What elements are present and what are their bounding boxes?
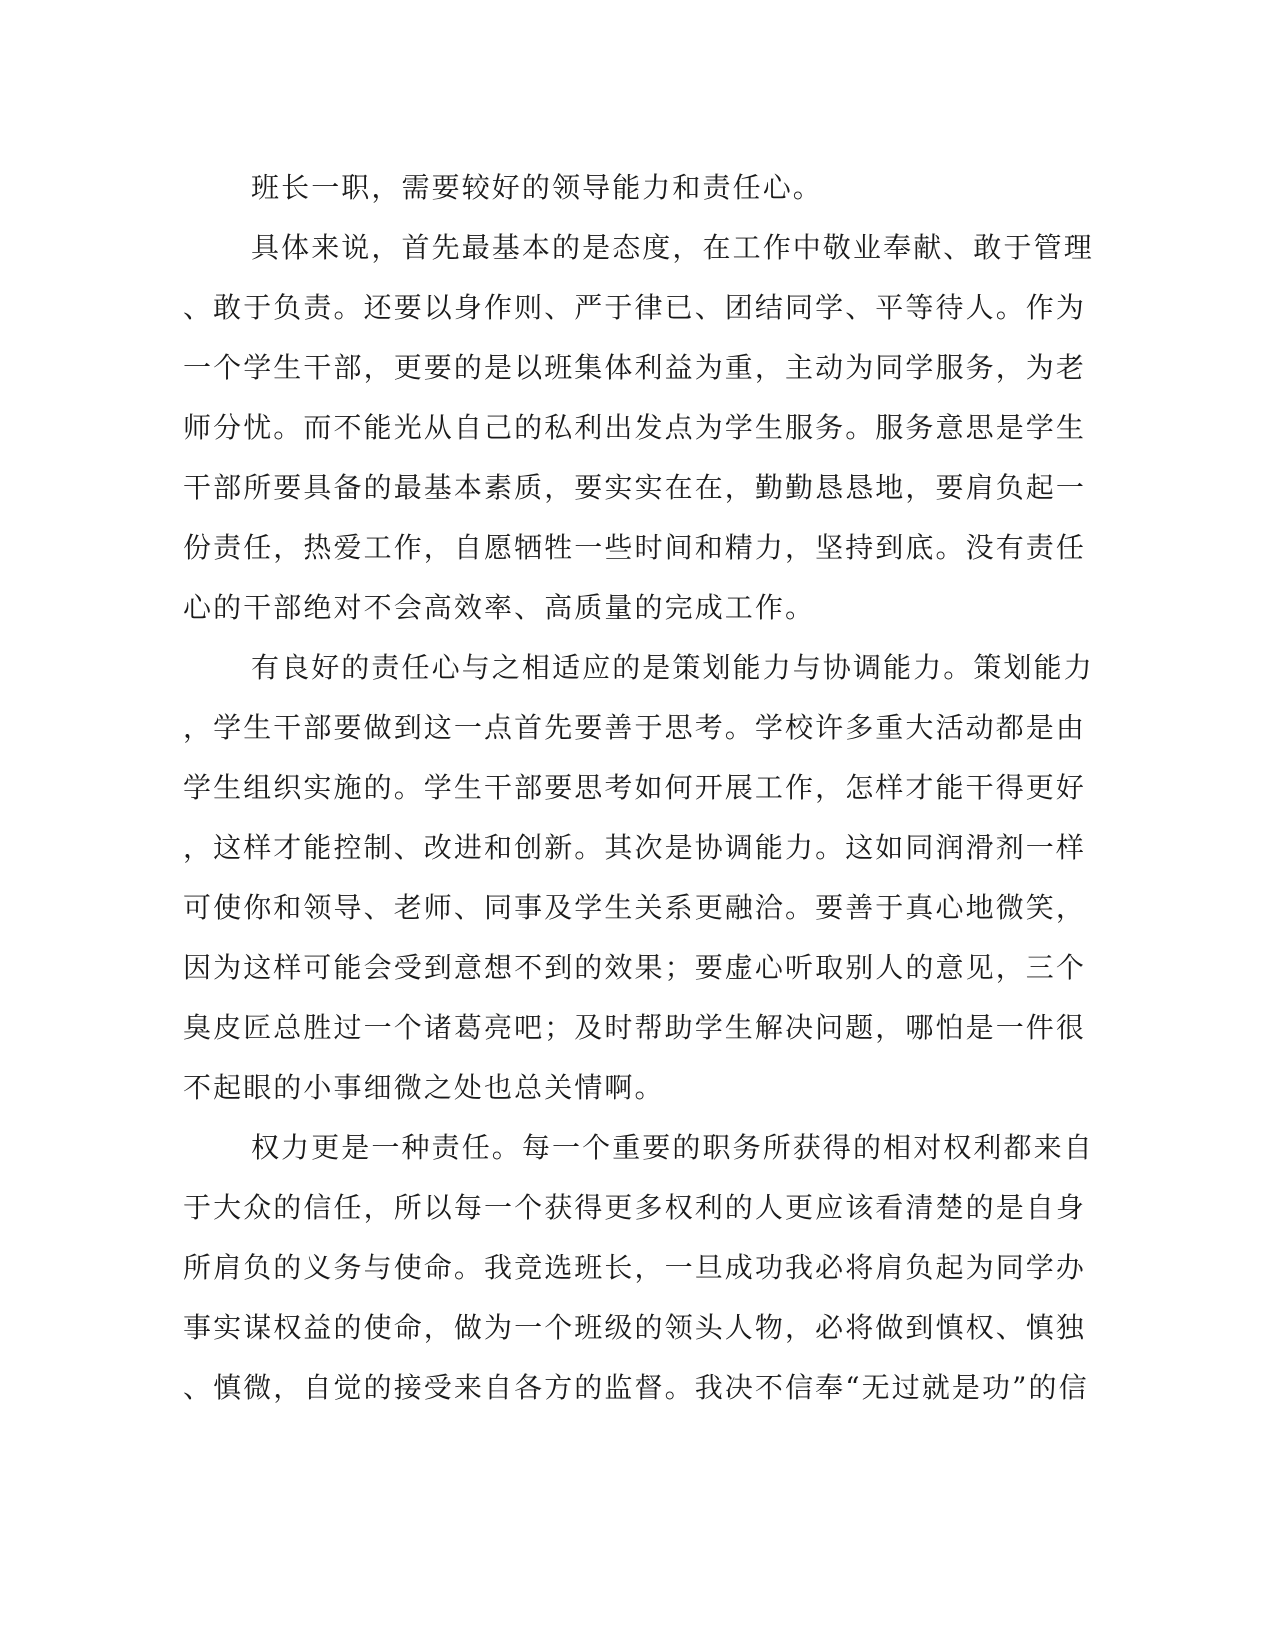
- paragraph-2-line-6: 份责任，热爱工作，自愿牺牲一些时间和精力，坚持到底。没有责任: [183, 531, 1087, 564]
- paragraph-1-line-1: 班长一职，需要较好的领导能力和责任心。: [251, 171, 823, 204]
- paragraph-3-line-1: 有良好的责任心与之相适应的是策划能力与协调能力。策划能力: [251, 651, 1094, 684]
- paragraph-2-line-4: 师分忧。而不能光从自己的私利出发点为学生服务。服务意思是学生: [183, 411, 1087, 444]
- paragraph-2-line-5: 干部所要具备的最基本素质，要实实在在，勤勤恳恳地，要肩负起一: [183, 471, 1087, 504]
- paragraph-3-line-8: 不起眼的小事细微之处也总关情啊。: [183, 1071, 665, 1104]
- paragraph-4-line-2: 于大众的信任，所以每一个获得更多权利的人更应该看清楚的是自身: [183, 1191, 1087, 1224]
- paragraph-2-line-7: 心的干部绝对不会高效率、高质量的完成工作。: [183, 591, 816, 624]
- document-body: [183, 158, 1094, 1418]
- paragraph-3-line-6: 因为这样可能会受到意想不到的效果；要虚心听取别人的意见，三个: [183, 951, 1087, 984]
- paragraph-2-line-3: 一个学生干部，更要的是以班集体利益为重，主动为同学服务，为老: [183, 351, 1087, 384]
- paragraph-3-line-7: 臭皮匠总胜过一个诸葛亮吧；及时帮助学生解决问题，哪怕是一件很: [183, 1011, 1087, 1044]
- paragraph-4-line-1: 权力更是一种责任。每一个重要的职务所获得的相对权利都来自: [251, 1131, 1094, 1164]
- paragraph-4-line-5: 、慎微，自觉的接受来自各方的监督。我决不信奉“无过就是功”的信: [183, 1371, 1089, 1404]
- paragraph-3-line-5: 可使你和领导、老师、同事及学生关系更融洽。要善于真心地微笑，: [183, 891, 1087, 924]
- paragraph-4-line-3: 所肩负的义务与使命。我竞选班长，一旦成功我必将肩负起为同学办: [183, 1251, 1087, 1284]
- paragraph-3-line-4: ，这样才能控制、改进和创新。其次是协调能力。这如同润滑剂一样: [183, 831, 1087, 864]
- paragraph-2-line-2: 、敢于负责。还要以身作则、严于律已、团结同学、平等待人。作为: [183, 291, 1087, 324]
- paragraph-2-line-1: 具体来说，首先最基本的是态度，在工作中敬业奉献、敢于管理: [251, 231, 1094, 264]
- paragraph-3-line-2: ，学生干部要做到这一点首先要善于思考。学校许多重大活动都是由: [183, 711, 1087, 744]
- paragraph-4-line-4: 事实谋权益的使命，做为一个班级的领头人物，必将做到慎权、慎独: [183, 1311, 1087, 1344]
- paragraph-3-line-3: 学生组织实施的。学生干部要思考如何开展工作，怎样才能干得更好: [183, 771, 1087, 804]
